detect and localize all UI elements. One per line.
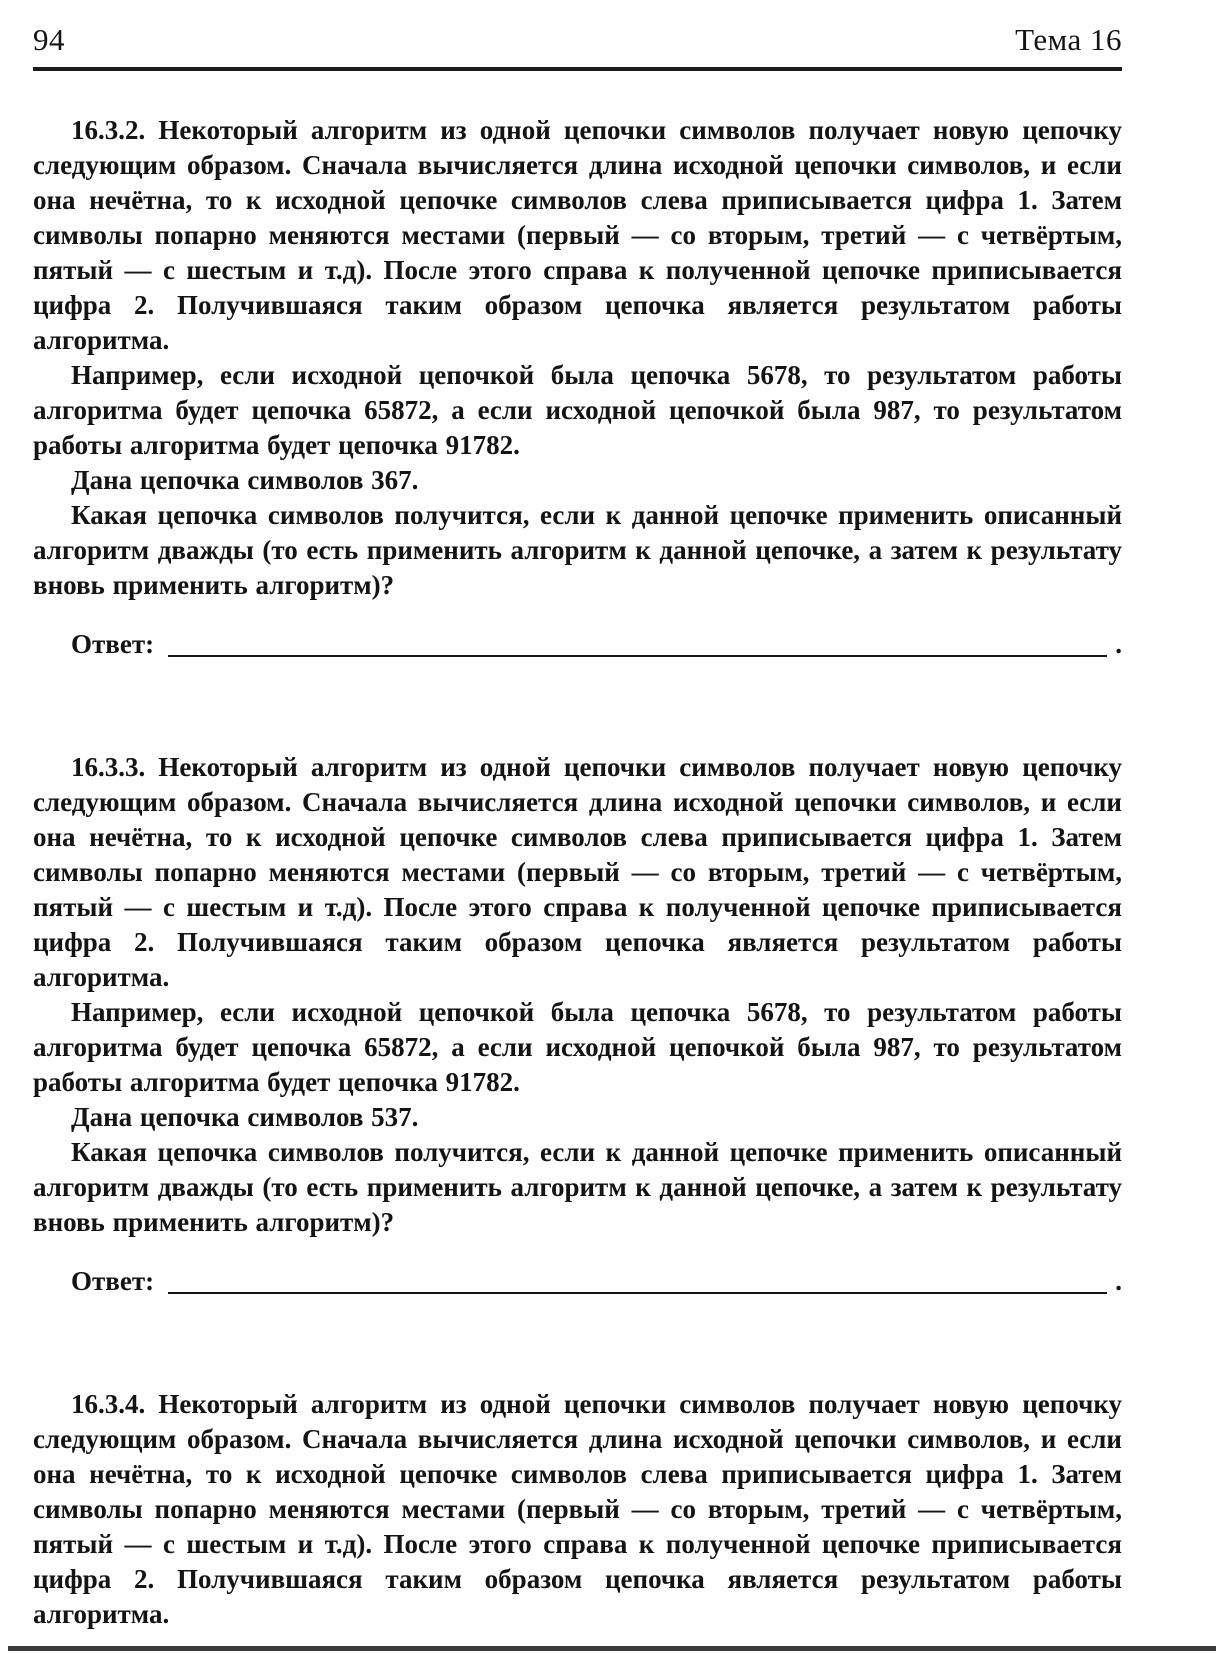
example-paragraph: Например, если исходной цепочкой была цепочка 5678, то результатом работы алгоритма будет цепочка 65872, а если исходной цепочкой была 987, то результатом работы алгоритма будет цепочка 91782. [33,360,1122,460]
page-scan-edge [8,1646,1216,1651]
answer-blank-line [168,1291,1107,1294]
given-paragraph: Дана цепочка символов 537. [71,1102,419,1132]
page-header [33,22,1122,58]
answer-blank-line [168,654,1107,657]
intro-text: Некоторый алгоритм из одной цепочки символов получает новую цепочку следующим образом. Сначала вычисляется длина исходной цепочки символов, и если она нечётна, то к исходной цепочке символов слева приписывается цифра 1. Затем символы попарно меняются местами (первый — со вторым, третий — с четвёртым, пятый — с шестым и т.д). После этого справа к полученной цепочке приписывается цифра 2. Получившаяся таким образом цепочка является результатом работы алгоритма. [33,752,1123,992]
exercise-16-3-4 [33,1387,1122,1632]
answer-label: Ответ: [71,629,155,659]
exercise-number: 16.3.3. [71,752,146,782]
question-paragraph: Какая цепочка символов получится, если к данной цепочке применить описанный алгоритм дважды (то есть применить алгоритм к данной цепочке, а затем к результату вновь применить алгоритм)? [33,1137,1122,1237]
answer-period: . [1115,629,1122,659]
answer-label: Ответ: [71,1266,155,1296]
intro-paragraph [33,113,1122,358]
answer-period: . [1115,1266,1122,1296]
exercise-number: 16.3.2. [71,115,146,145]
answer-row [33,1264,1122,1299]
intro-paragraph [33,1387,1122,1632]
exercise-16-3-2 [33,113,1122,662]
page-number: 94 [33,22,65,57]
intro-text: Некоторый алгоритм из одной цепочки символов получает новую цепочку следующим образом. Сначала вычисляется длина исходной цепочки символов, и если она нечётна, то к исходной цепочке символов слева приписывается цифра 1. Затем символы попарно меняются местами (первый — со вторым, третий — с четвёртым, пятый — с шестым и т.д). После этого справа к полученной цепочке приписывается цифра 2. Получившаяся таким образом цепочка является результатом работы алгоритма. [33,1389,1123,1629]
example-paragraph: Например, если исходной цепочкой была цепочка 5678, то результатом работы алгоритма будет цепочка 65872, а если исходной цепочкой была 987, то результатом работы алгоритма будет цепочка 91782. [33,997,1122,1097]
given-paragraph: Дана цепочка символов 367. [71,465,419,495]
answer-row [33,627,1122,662]
intro-paragraph [33,750,1122,995]
question-paragraph: Какая цепочка символов получится, если к данной цепочке применить описанный алгоритм дважды (то есть применить алгоритм к данной цепочке, а затем к результату вновь применить алгоритм)? [33,500,1122,600]
header-rule [33,67,1122,71]
exercise-number: 16.3.4. [71,1389,146,1419]
topic-label: Тема 16 [1015,22,1122,57]
exercise-16-3-3 [33,750,1122,1299]
intro-text: Некоторый алгоритм из одной цепочки символов получает новую цепочку следующим образом. Сначала вычисляется длина исходной цепочки символов, и если она нечётна, то к исходной цепочке символов слева приписывается цифра 1. Затем символы попарно меняются местами (первый — со вторым, третий — с четвёртым, пятый — с шестым и т.д). После этого справа к полученной цепочке приписывается цифра 2. Получившаяся таким образом цепочка является результатом работы алгоритма. [33,115,1123,355]
